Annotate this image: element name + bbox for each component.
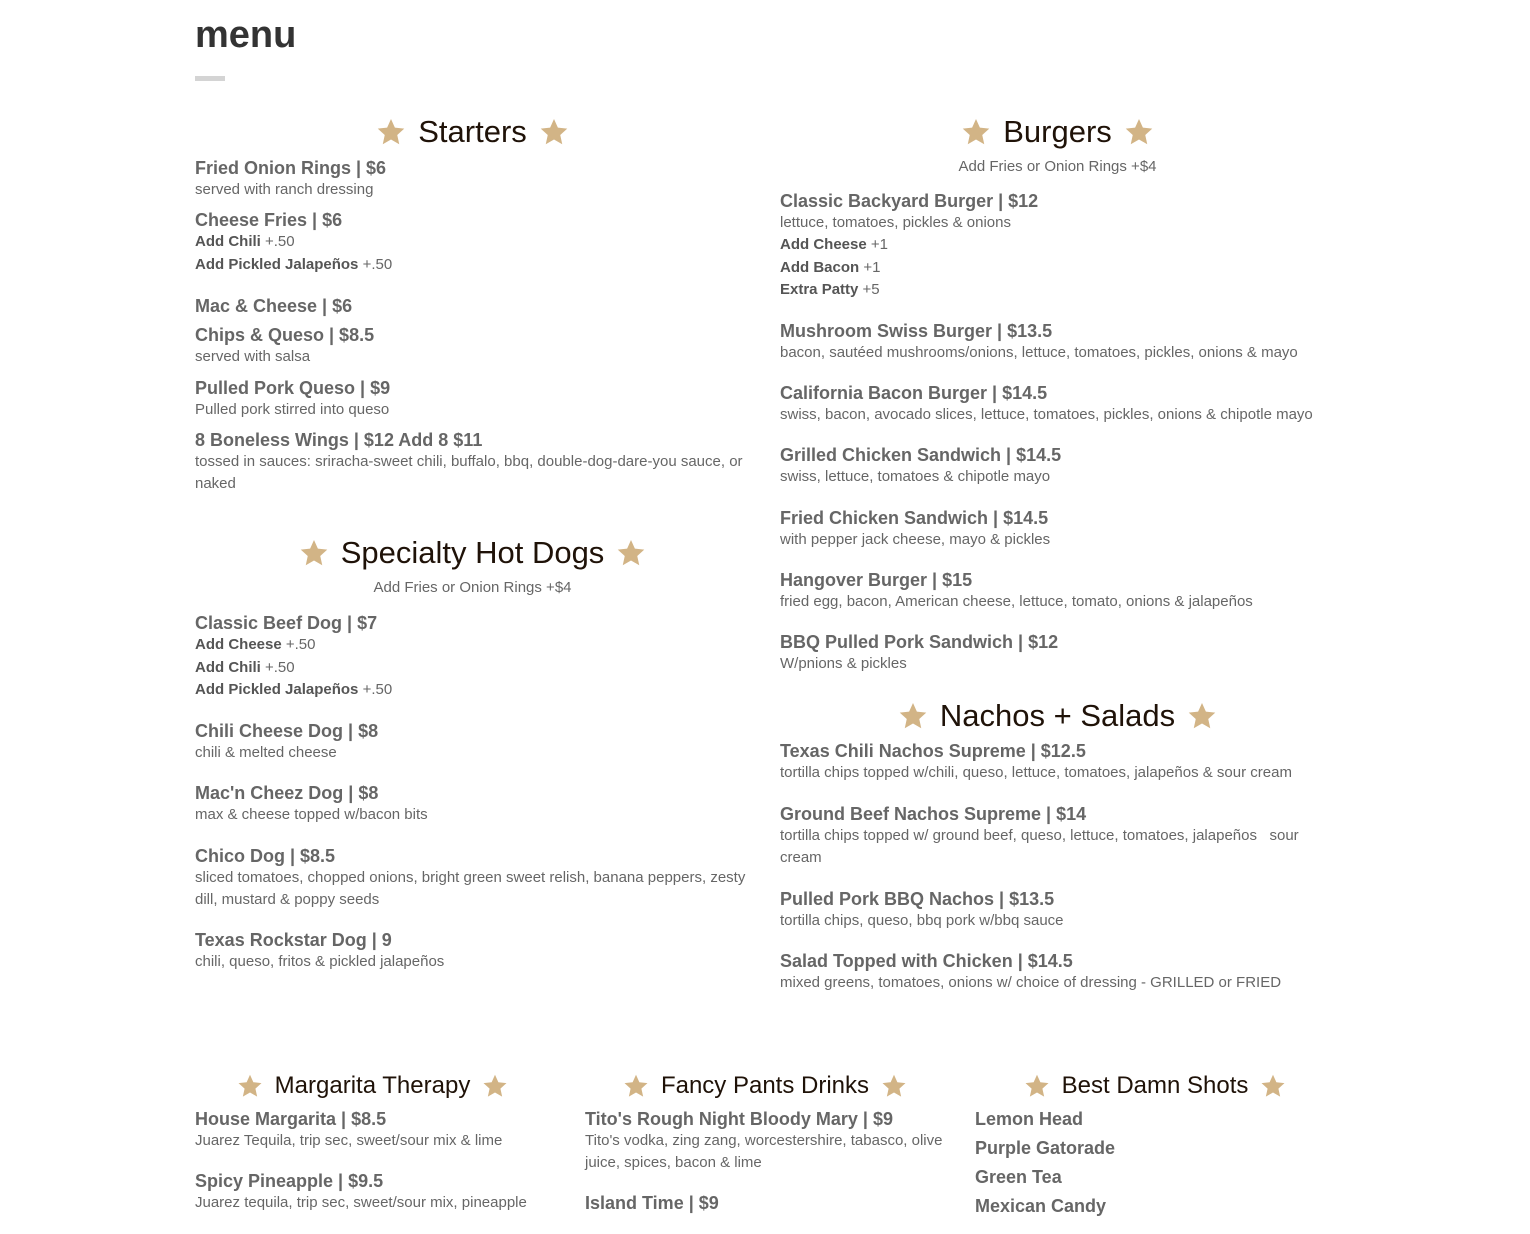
hotdogs-section [195, 533, 750, 993]
menu-item [195, 295, 750, 317]
item-name: Lemon Head [975, 1109, 1084, 1129]
menu-item [195, 1108, 550, 1152]
addon-price: +5 [862, 281, 880, 298]
addon-label: Add Chili [195, 658, 261, 676]
item-addon [195, 634, 750, 657]
item-name: Pulled Pork Queso | $9 [195, 378, 391, 398]
item-name: House Margarita | $8.5 [195, 1109, 387, 1129]
menu-item [780, 950, 1335, 994]
item-name: Fried Onion Rings | $6 [195, 158, 387, 178]
menu-item [195, 720, 750, 764]
star-icon [376, 117, 406, 147]
item-description: served with salsa [195, 348, 311, 365]
shots-section [975, 1068, 1335, 1224]
item-description: swiss, bacon, avocado slices, lettuce, tomatoes, pickles, onions & chipotle mayo [780, 405, 1313, 423]
addon-price: +.50 [285, 636, 316, 653]
menu-item [780, 740, 1335, 784]
menu-item [195, 157, 750, 201]
menu-item [975, 1108, 1335, 1130]
menu-item [780, 190, 1335, 302]
item-name: Texas Chili Nachos Supreme | $12.5 [780, 741, 1086, 761]
menu-item [780, 444, 1335, 488]
item-name: Mushroom Swiss Burger | $13.5 [780, 320, 1053, 341]
menu-item [780, 631, 1335, 675]
title-divider [195, 76, 225, 81]
item-name: Hangover Burger | $15 [780, 569, 973, 590]
star-icon [1024, 1073, 1050, 1099]
menu-item [195, 324, 750, 368]
starters-header [195, 112, 750, 152]
addon-price: +.50 [362, 255, 393, 273]
item-name: Grilled Chicken Sandwich | $14.5 [780, 444, 1062, 465]
item-addon [195, 657, 750, 680]
margaritas-section [195, 1068, 550, 1234]
star-icon [961, 117, 991, 147]
item-description: swiss, lettuce, tomatoes & chipotle mayo [780, 467, 1051, 485]
page-title: menu [195, 14, 297, 56]
star-icon [1124, 117, 1154, 147]
item-name: Mexican Candy [975, 1196, 1107, 1216]
menu-item [195, 209, 750, 276]
hotdogs-header [195, 533, 750, 573]
menu-item [780, 803, 1310, 869]
item-name: 8 Boneless Wings | $12 Add 8 $11 [195, 430, 483, 450]
item-name: Classic Beef Dog | $7 [195, 613, 378, 633]
item-description: mixed greens, tomatoes, onions w/ choice of dressing - GRILLED or FRIED [780, 974, 1282, 991]
addon-label: Add Bacon [780, 258, 860, 276]
nachos-title: Nachos + Salads [939, 698, 1176, 733]
addon-price: +.50 [265, 658, 295, 676]
menu-item [975, 1137, 1335, 1159]
menu-item [975, 1195, 1335, 1217]
addon-label: Add Chili [195, 233, 261, 250]
item-name: Fried Chicken Sandwich | $14.5 [780, 507, 1049, 528]
star-icon [237, 1073, 263, 1099]
item-name: Cheese Fries | $6 [195, 210, 343, 230]
star-icon [898, 701, 928, 731]
burgers-title: Burgers [1003, 114, 1112, 149]
item-addon [195, 231, 750, 254]
menu-item [780, 888, 1335, 932]
item-description: max & cheese topped w/bacon bits [195, 805, 428, 823]
item-name: Pulled Pork BBQ Nachos | $13.5 [780, 889, 1055, 909]
item-name: Classic Backyard Burger | $12 [780, 191, 1039, 211]
item-name: Purple Gatorade [975, 1138, 1116, 1158]
item-description: lettuce, tomatoes, pickles & onions [780, 214, 1011, 231]
star-icon [1187, 701, 1217, 731]
item-description: sliced tomatoes, chopped onions, bright green sweet relish, banana peppers, zesty dill, mustard & poppy seeds [195, 868, 746, 908]
item-description: Juarez Tequila, trip sec, sweet/sour mix & lime [195, 1132, 503, 1149]
item-addon [780, 257, 1335, 280]
drinks-title: Fancy Pants Drinks [660, 1072, 870, 1099]
menu-item [195, 782, 750, 826]
drinks-header [585, 1068, 945, 1104]
item-description: with pepper jack cheese, mayo & pickles [780, 530, 1051, 548]
item-addon [195, 679, 750, 702]
menu-item [780, 507, 1335, 551]
star-icon [623, 1073, 649, 1099]
shots-header [975, 1068, 1335, 1104]
item-description: served with ranch dressing [195, 181, 374, 198]
menu-item [195, 377, 750, 421]
star-icon [539, 117, 569, 147]
addon-label: Add Pickled Jalapeños [195, 255, 359, 273]
hotdogs-title: Specialty Hot Dogs [340, 535, 605, 570]
item-description: W/pnions & pickles [780, 654, 907, 672]
menu-item [975, 1166, 1335, 1188]
burgers-note: Add Fries or Onion Rings +$4 [958, 158, 1157, 175]
item-description: Pulled pork stirred into queso [195, 401, 390, 418]
menu-item [195, 429, 750, 495]
item-description: Tito's vodka, zing zang, worcestershire, tabasco, olive juice, spices, bacon & lime [585, 1132, 943, 1171]
drinks-section [585, 1068, 945, 1234]
item-description: Juarez tequila, trip sec, sweet/sour mix, pineapple [195, 1194, 527, 1211]
item-description: tossed in sauces: sriracha-sweet chili, buffalo, bbq, double-dog-dare-you sauce, or naked [195, 453, 743, 492]
star-icon [1260, 1073, 1286, 1099]
starters-title: Starters [418, 114, 527, 149]
shots-title: Best Damn Shots [1061, 1072, 1249, 1099]
item-name: Ground Beef Nachos Supreme | $14 [780, 804, 1087, 824]
margaritas-header [195, 1068, 550, 1104]
addon-label: Add Cheese [780, 236, 867, 253]
addon-label: Extra Patty [780, 281, 859, 298]
item-addon [195, 254, 750, 277]
item-addon [780, 279, 1335, 302]
hotdogs-note: Add Fries or Onion Rings +$4 [373, 579, 572, 596]
item-name: Chips & Queso | $8.5 [195, 325, 375, 345]
item-name: Mac & Cheese | $6 [195, 296, 353, 316]
item-description: tortilla chips topped w/chili, queso, lettuce, tomatoes, jalapeños & sour cream [780, 764, 1292, 781]
addon-price: +.50 [265, 233, 295, 250]
addon-label: Add Pickled Jalapeños [195, 681, 359, 698]
item-description: fried egg, bacon, American cheese, lettuce, tomato, onions & jalapeños [780, 592, 1253, 610]
addon-price: +1 [870, 236, 888, 253]
burgers-header [780, 112, 1335, 152]
menu-item [195, 845, 750, 911]
burgers-section [780, 112, 1335, 695]
menu-item [195, 612, 750, 702]
addon-price: +.50 [362, 681, 393, 698]
addon-label: Add Cheese [195, 636, 282, 653]
menu-item [195, 929, 750, 973]
item-description: chili, queso, fritos & pickled jalapeños [195, 952, 445, 970]
menu-item [195, 1170, 550, 1214]
item-addon [780, 234, 1335, 257]
item-name: Chili Cheese Dog | $8 [195, 720, 379, 741]
item-name: Island Time | $9 [585, 1193, 719, 1213]
item-name: California Bacon Burger | $14.5 [780, 382, 1048, 403]
item-name: Spicy Pineapple | $9.5 [195, 1171, 384, 1191]
item-name: Texas Rockstar Dog | 9 [195, 929, 392, 950]
nachos-section [780, 696, 1335, 1014]
item-name: BBQ Pulled Pork Sandwich | $12 [780, 631, 1059, 652]
addon-price: +1 [863, 258, 881, 276]
starters-section [195, 112, 750, 515]
item-name: Tito's Rough Night Bloody Mary | $9 [585, 1109, 893, 1129]
item-name: Salad Topped with Chicken | $14.5 [780, 951, 1073, 971]
star-icon [881, 1073, 907, 1099]
menu-item [585, 1108, 945, 1174]
item-name: Green Tea [975, 1167, 1062, 1187]
item-description: tortilla chips, queso, bbq pork w/bbq sauce [780, 912, 1064, 929]
star-icon [482, 1073, 508, 1099]
item-description: bacon, sautéed mushrooms/onions, lettuce, tomatoes, pickles, onions & mayo [780, 343, 1298, 361]
star-icon [299, 538, 329, 568]
item-description: chili & melted cheese [195, 743, 337, 761]
nachos-header [780, 696, 1335, 736]
menu-item [780, 382, 1335, 426]
menu-item [780, 320, 1335, 364]
star-icon [616, 538, 646, 568]
menu-item [780, 569, 1335, 613]
item-name: Mac'n Cheez Dog | $8 [195, 782, 379, 803]
margaritas-title: Margarita Therapy [274, 1072, 471, 1099]
item-description: tortilla chips topped w/ ground beef, queso, lettuce, tomatoes, jalapeños sour cream [780, 827, 1303, 866]
item-name: Chico Dog | $8.5 [195, 845, 336, 866]
menu-item [585, 1192, 945, 1214]
